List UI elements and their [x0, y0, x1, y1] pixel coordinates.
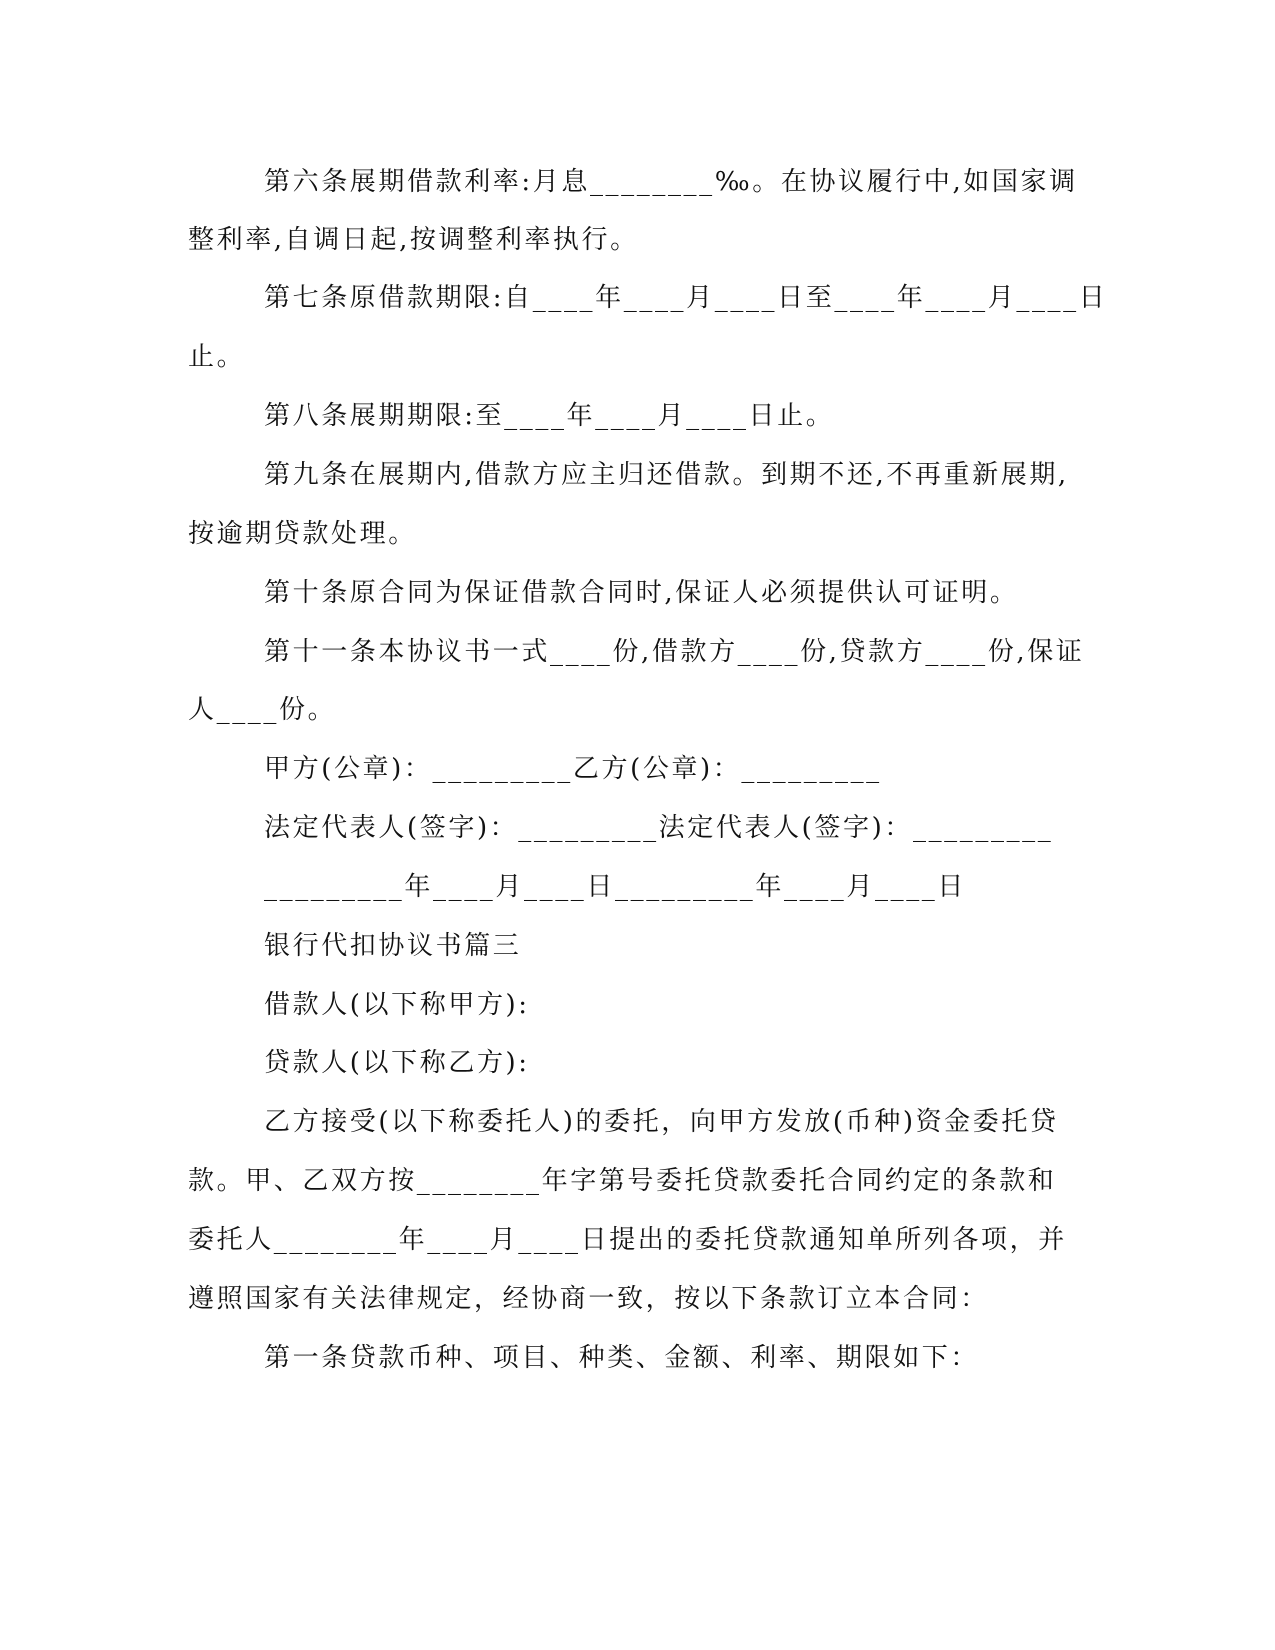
article-11-line-2: 人____份。: [188, 695, 337, 725]
signature-date-line: _________年____月____日_________年____月____日: [264, 872, 966, 902]
article-9-line-2: 按逾期贷款处理。: [188, 519, 417, 549]
lender-line: 贷款人(以下称乙方):: [264, 1048, 530, 1078]
borrower-line: 借款人(以下称甲方):: [264, 990, 530, 1020]
article-11-line-1: 第十一条本协议书一式____份,借款方____份,贷款方____份,保证: [264, 637, 1085, 667]
preamble-line-3: 委托人________年____月____日提出的委托贷款通知单所列各项，并: [188, 1225, 1067, 1255]
article-7-line-1: 第七条原借款期限:自____年____月____日至____年____月____日: [264, 283, 1108, 313]
article-6-line-1: 第六条展期借款利率:月息________‰。在协议履行中,如国家调: [264, 167, 1078, 197]
article-10-line: 第十条原合同为保证借款合同时,保证人必须提供认可证明。: [264, 578, 1019, 608]
article-7-line-2: 止。: [188, 342, 246, 372]
section-title: 银行代扣协议书篇三: [264, 931, 522, 961]
signature-seal-line: 甲方(公章)：_________乙方(公章)：_________: [264, 754, 882, 784]
preamble-line-4: 遵照国家有关法律规定，经协商一致，按以下条款订立本合同：: [188, 1284, 989, 1314]
signature-representative-line: 法定代表人(签字)：_________法定代表人(签字)：_________: [264, 813, 1054, 843]
preamble-line-1: 乙方接受(以下称委托人)的委托，向甲方发放(币种)资金委托贷: [264, 1107, 1059, 1137]
preamble-line-2: 款。甲、乙双方按________年字第号委托贷款委托合同约定的条款和: [188, 1166, 1057, 1196]
article-1-line: 第一条贷款币种、项目、种类、金额、利率、期限如下：: [264, 1343, 980, 1373]
article-9-line-1: 第九条在展期内,借款方应主归还借款。到期不还,不再重新展期,: [264, 460, 1069, 490]
article-6-line-2: 整利率,自调日起,按调整利率执行。: [188, 225, 639, 255]
article-8-line: 第八条展期期限:至____年____月____日止。: [264, 401, 835, 431]
